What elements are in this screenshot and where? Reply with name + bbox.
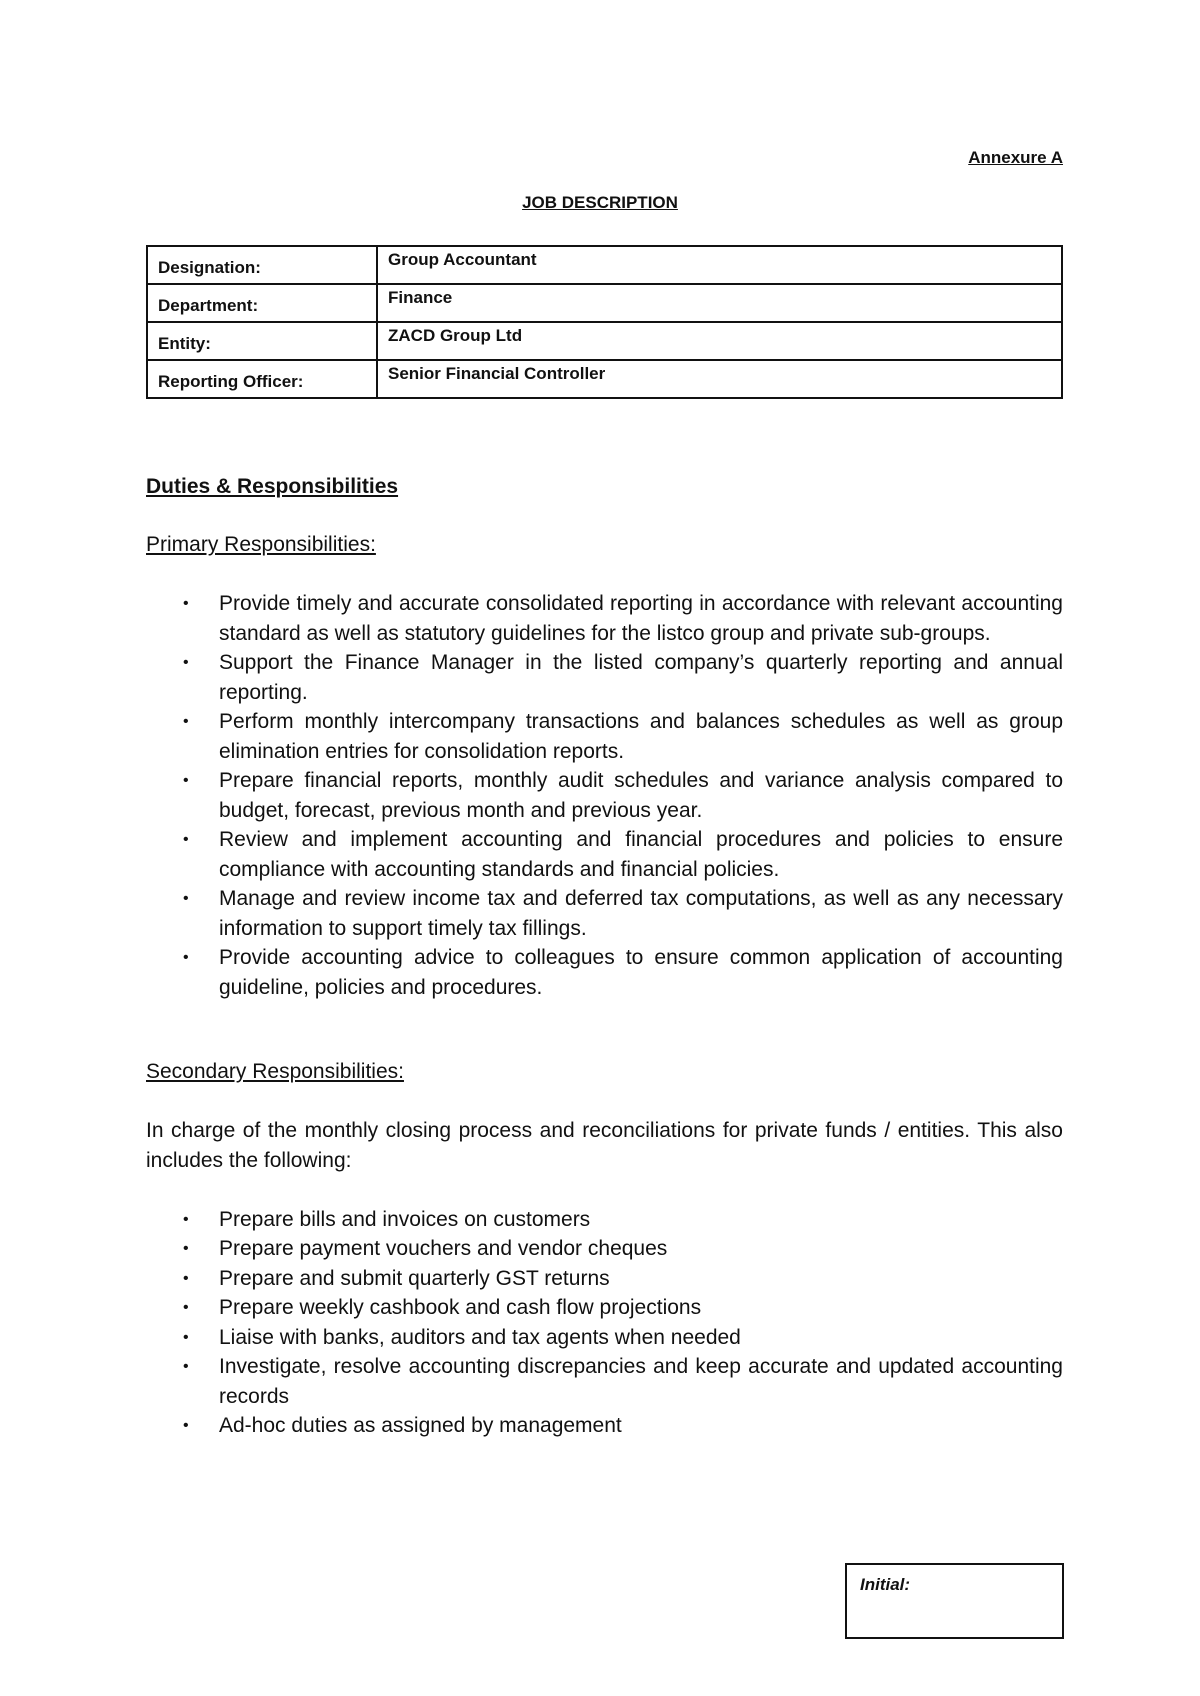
list-item: • Manage and review income tax and deferred tax computations, as well as any necessary information to support timely tax fillings.	[146, 884, 1063, 943]
secondary-heading: Secondary Responsibilities:	[146, 1060, 404, 1083]
list-item: • Ad-hoc duties as assigned by management	[146, 1411, 1063, 1441]
bullet-icon: •	[183, 1328, 189, 1346]
bullet-icon: •	[183, 1299, 189, 1316]
document-title: JOB DESCRIPTION	[522, 193, 678, 212]
list-item: • Prepare bills and invoices on customers	[146, 1205, 1063, 1235]
list-item: • Perform monthly intercompany transactions and balances schedules as well as group elimination entries for consolidation reports.	[146, 707, 1063, 766]
reporting-officer-label: Reporting Officer:	[147, 360, 377, 398]
primary-list	[146, 589, 1063, 1002]
list-item: • Support the Finance Manager in the listed company’s quarterly reporting and annual reporting.	[146, 648, 1063, 707]
secondary-section	[146, 1057, 1063, 1441]
department-label: Department:	[147, 284, 377, 322]
entity-label: Entity:	[147, 322, 377, 360]
bullet-icon: •	[183, 595, 189, 612]
initial-box	[845, 1563, 1064, 1639]
designation-label: Designation:	[147, 246, 377, 284]
bullet-icon: •	[183, 1417, 189, 1434]
designation-value: Group Accountant	[377, 246, 1062, 284]
reporting-officer-value: Senior Financial Controller	[377, 360, 1062, 398]
bullet-icon: •	[183, 713, 189, 730]
bullet-icon: •	[183, 1210, 189, 1228]
bullet-icon: •	[183, 890, 189, 907]
info-row-designation	[147, 246, 1062, 284]
bullet-icon: •	[183, 1240, 189, 1257]
list-item: • Provide timely and accurate consolidated reporting in accordance with relevant accounting standard as well as statutory guidelines for the listco group and private sub-groups.	[146, 589, 1063, 648]
secondary-list	[146, 1205, 1063, 1441]
entity-value: ZACD Group Ltd	[377, 322, 1062, 360]
list-item: • Investigate, resolve accounting discrepancies and keep accurate and updated accounting records	[146, 1352, 1063, 1411]
bullet-icon: •	[183, 949, 189, 966]
list-item: • Review and implement accounting and financial procedures and policies to ensure compliance with accounting standards and financial policies.	[146, 825, 1063, 884]
info-row-reporting-officer	[147, 360, 1062, 398]
list-item: • Provide accounting advice to colleagues to ensure common application of accounting guideline, policies and procedures.	[146, 943, 1063, 1002]
bullet-icon: •	[183, 831, 189, 848]
secondary-intro: In charge of the monthly closing process and reconciliations for private funds / entities. This also includes the following:	[146, 1119, 1063, 1172]
bullet-icon: •	[183, 1269, 189, 1287]
list-item: • Prepare payment vouchers and vendor cheques	[146, 1234, 1063, 1264]
list-item: • Prepare weekly cashbook and cash flow projections	[146, 1293, 1063, 1323]
bullet-icon: •	[183, 1358, 189, 1375]
list-item: • Prepare financial reports, monthly audit schedules and variance analysis compared to budget, forecast, previous month and previous year.	[146, 766, 1063, 825]
bullet-icon: •	[183, 772, 189, 789]
department-value: Finance	[377, 284, 1062, 322]
bullet-icon: •	[183, 654, 189, 671]
primary-heading: Primary Responsibilities:	[146, 533, 376, 556]
info-row-department	[147, 284, 1062, 322]
list-item: • Liaise with banks, auditors and tax agents when needed	[146, 1323, 1063, 1353]
initial-label: Initial:	[860, 1575, 911, 1594]
primary-section	[146, 530, 1063, 1002]
annexure-label: Annexure A	[968, 148, 1063, 167]
duties-heading: Duties & Responsibilities	[146, 475, 399, 498]
list-item: • Prepare and submit quarterly GST returns	[146, 1264, 1063, 1294]
info-row-entity	[147, 322, 1062, 360]
job-info-table	[146, 245, 1063, 399]
